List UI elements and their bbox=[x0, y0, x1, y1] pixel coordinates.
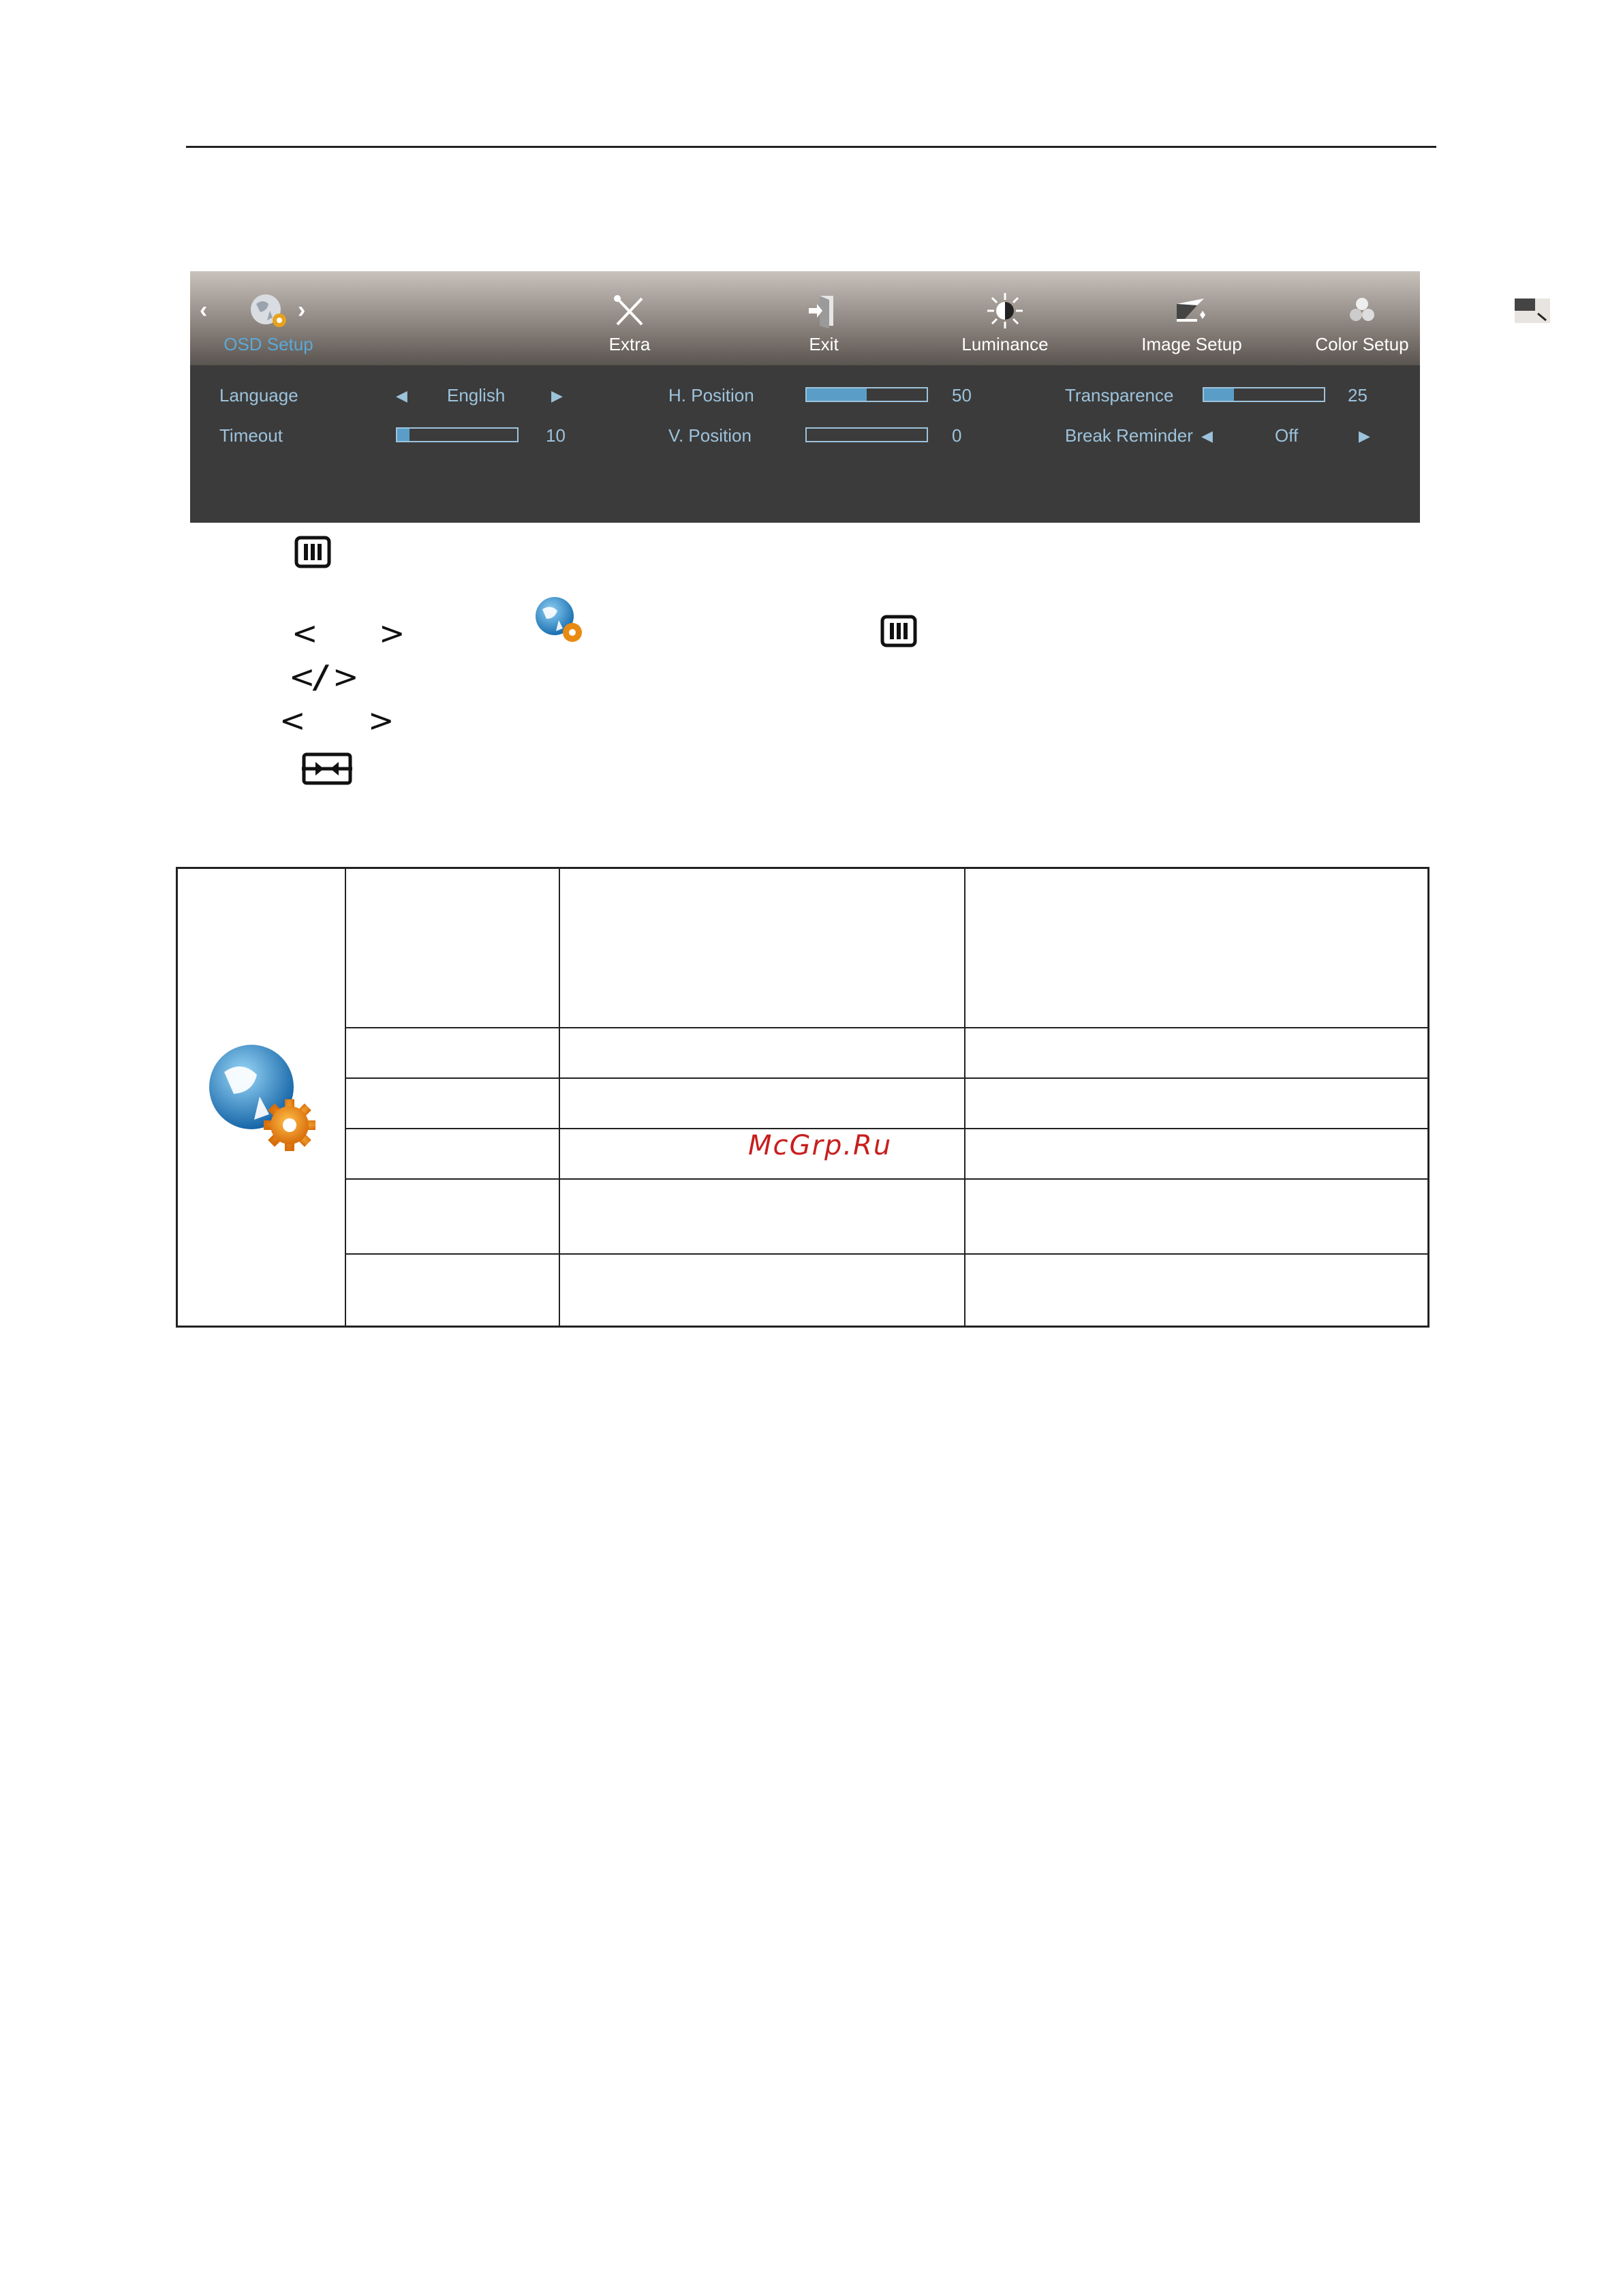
right-arrow-icon: > bbox=[333, 658, 359, 695]
v-position-slider[interactable] bbox=[805, 427, 928, 442]
break-reminder-label: Break Reminder bbox=[1065, 425, 1193, 446]
tab-picture-boost[interactable] bbox=[1464, 271, 1601, 365]
right-arrow-icon: > bbox=[368, 702, 395, 739]
tab-label: Luminance bbox=[961, 334, 1049, 354]
menu-button-icon bbox=[880, 615, 917, 647]
table-row-divider bbox=[345, 1027, 1427, 1028]
tab-label: Exit bbox=[809, 334, 839, 354]
tab-label: Extra bbox=[608, 334, 651, 354]
source-auto-icon bbox=[302, 752, 352, 785]
language-next-arrow-icon[interactable]: ▶ bbox=[551, 387, 563, 404]
table-column-divider bbox=[559, 869, 560, 1326]
right-arrow-icon: > bbox=[379, 615, 405, 652]
globe-gear-icon bbox=[202, 1038, 320, 1155]
tab-label: Picture Boost bbox=[1479, 334, 1586, 354]
table-row-divider bbox=[345, 1178, 1427, 1180]
tab-osd-setup[interactable] bbox=[204, 271, 333, 365]
picture-boost-icon bbox=[1511, 290, 1554, 331]
table-row-divider bbox=[345, 1253, 1427, 1255]
globe-gear-icon bbox=[531, 593, 586, 647]
tab-luminance[interactable] bbox=[937, 271, 1073, 365]
osd-tab-bar bbox=[190, 271, 1586, 365]
language-value[interactable]: English bbox=[447, 385, 506, 405]
watermark: McGrp.Ru bbox=[748, 1130, 893, 1161]
transparence-value: 25 bbox=[1348, 385, 1367, 405]
globe-gear-icon bbox=[247, 290, 290, 331]
break-reminder-prev-arrow-icon[interactable]: ◀ bbox=[1201, 427, 1213, 444]
menu-button-icon bbox=[294, 536, 331, 568]
timeout-value: 10 bbox=[546, 425, 566, 446]
transparence-slider[interactable] bbox=[1203, 387, 1325, 402]
top-rule bbox=[186, 146, 1436, 148]
timeout-label: Timeout bbox=[219, 425, 283, 446]
osd-menu-panel bbox=[190, 271, 1586, 523]
v-position-label: V. Position bbox=[668, 425, 752, 446]
left-arrow-icon: < bbox=[289, 658, 315, 695]
tab-exit[interactable] bbox=[756, 271, 892, 365]
exit-door-icon bbox=[802, 290, 846, 331]
tab-label: Color Setup bbox=[1315, 334, 1409, 354]
language-prev-arrow-icon[interactable]: ◀ bbox=[396, 387, 407, 404]
left-arrow-icon: < bbox=[279, 702, 306, 739]
h-position-value: 50 bbox=[952, 385, 972, 405]
h-position-label: H. Position bbox=[668, 385, 754, 405]
tab-extra[interactable] bbox=[561, 271, 698, 365]
tab-next-arrow-icon[interactable]: › bbox=[298, 297, 306, 323]
image-setup-icon bbox=[1170, 290, 1214, 331]
tab-prev-arrow-icon[interactable]: ‹ bbox=[200, 297, 208, 323]
break-reminder-value[interactable]: Off bbox=[1275, 425, 1299, 446]
tab-label: OSD Setup bbox=[223, 334, 313, 354]
table-column-divider bbox=[964, 869, 965, 1326]
table-row-divider bbox=[345, 1128, 1427, 1129]
slider-fill bbox=[1204, 388, 1234, 401]
language-label: Language bbox=[219, 385, 298, 405]
table-row-divider bbox=[345, 1077, 1427, 1079]
tools-icon bbox=[608, 290, 651, 331]
h-position-slider[interactable] bbox=[805, 387, 928, 402]
slider-fill bbox=[397, 429, 409, 441]
tab-label: Image Setup bbox=[1141, 334, 1242, 354]
tab-image-setup[interactable] bbox=[1124, 271, 1260, 365]
table-column-divider bbox=[345, 869, 346, 1326]
sun-contrast-icon bbox=[983, 290, 1027, 331]
v-position-value: 0 bbox=[952, 425, 962, 446]
osd-setup-table bbox=[176, 867, 1429, 1328]
slider-fill bbox=[807, 388, 867, 401]
tab-color-setup[interactable] bbox=[1294, 271, 1430, 365]
color-circles-icon bbox=[1340, 290, 1384, 331]
transparence-label: Transparence bbox=[1065, 385, 1174, 405]
left-arrow-icon: < bbox=[292, 615, 318, 652]
break-reminder-next-arrow-icon[interactable]: ▶ bbox=[1359, 427, 1370, 444]
timeout-slider[interactable] bbox=[396, 427, 519, 442]
slash-separator: / bbox=[315, 658, 327, 695]
